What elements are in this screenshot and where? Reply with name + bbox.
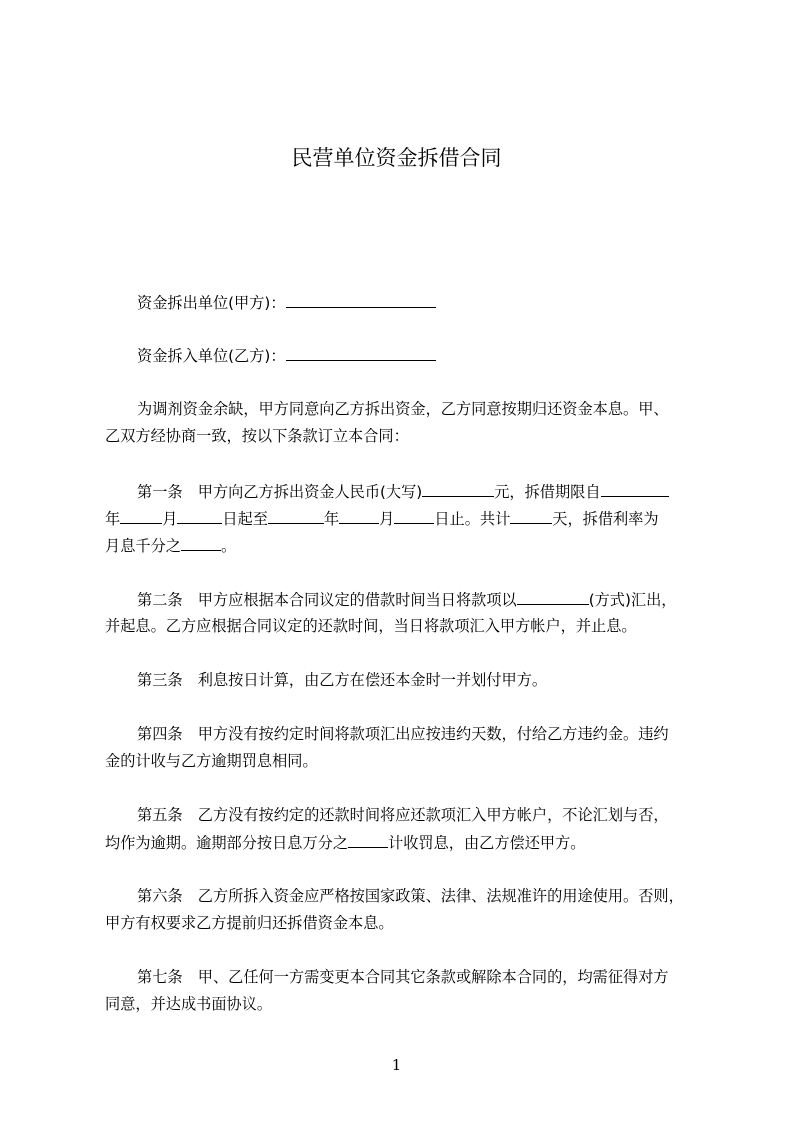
end-day-blank[interactable]	[394, 508, 434, 524]
party-b-blank[interactable]	[286, 345, 436, 361]
party-b-label: 资金拆入单位(乙方)：	[137, 347, 286, 365]
article-1-text: 年	[105, 510, 121, 528]
page-number: 1	[391, 1056, 402, 1074]
article-1-text: 月	[379, 510, 395, 528]
article-1-text: 。	[220, 537, 237, 555]
total-days-blank[interactable]	[510, 508, 552, 524]
article-3-line-1: 第三条 利息按日计算，由乙方在偿还本金时一并划付甲方。	[137, 671, 548, 689]
article-4-line-1: 第四条 甲方没有按约定时间将款项汇出应按违约天数，付给乙方违约金。违约	[137, 725, 669, 743]
article-1-line-1	[137, 481, 669, 502]
party-a-label: 资金拆出单位(甲方)：	[137, 294, 286, 312]
party-a-line	[137, 292, 436, 313]
article-1-text: 日起至	[222, 510, 268, 528]
start-day-blank[interactable]	[177, 508, 222, 524]
article-5-line-2	[105, 832, 585, 853]
article-2-text: 第二条 甲方应根据本合同议定的借款时间当日将款项以	[137, 591, 517, 609]
article-1-text: 第一条 甲方向乙方拆出资金人民币(大写)	[137, 483, 423, 501]
article-6-line-1: 第六条 乙方所拆入资金应严格按国家政策、法律、法规准许的用途使用。否则，	[137, 887, 684, 905]
article-5-line-1: 第五条 乙方没有按约定的还款时间将应还款项汇入甲方帐户，不论汇划与否，	[137, 806, 669, 824]
start-month-blank[interactable]	[120, 508, 162, 524]
preamble-line-2: 乙双方经协商一致，按以下条款订立本合同：	[105, 427, 409, 445]
article-1-line-2	[105, 508, 659, 529]
article-6-line-2: 甲方有权要求乙方提前归还拆借资金本息。	[105, 914, 394, 932]
party-b-line	[137, 345, 436, 366]
interest-rate-blank[interactable]	[181, 535, 221, 551]
period-start-blank[interactable]	[601, 481, 669, 497]
article-1-text: 年	[323, 510, 340, 528]
preamble-line-1: 为调剂资金余缺，甲方同意向乙方拆出资金，乙方同意按期归还资金本息。甲、	[137, 400, 669, 418]
article-1-text: 月息千分之	[105, 537, 181, 555]
penalty-rate-blank[interactable]	[348, 832, 388, 848]
article-1-text: 日止。共计	[434, 510, 511, 528]
amount-blank[interactable]	[422, 481, 494, 497]
article-4-line-2: 金的计收与乙方逾期罚息相同。	[105, 752, 318, 770]
article-7-line-1: 第七条 甲、乙任何一方需变更本合同其它条款或解除本合同的，均需征得对方	[137, 968, 669, 986]
article-2-text: (方式)汇出，	[588, 591, 677, 609]
article-1-text: 天，拆借利率为	[552, 510, 659, 528]
party-a-blank[interactable]	[286, 292, 436, 308]
transfer-method-blank[interactable]	[517, 589, 589, 605]
document-title: 民营单位资金拆借合同	[291, 146, 502, 170]
article-1-text: 月	[162, 510, 178, 528]
end-year-blank[interactable]	[268, 508, 324, 524]
article-5-text: 计收罚息，由乙方偿还甲方。	[388, 834, 586, 852]
article-2-line-2: 并起息。乙方应根据合同议定的还款时间，当日将款项汇入甲方帐户，并止息。	[105, 617, 637, 635]
article-1-line-3	[105, 535, 236, 556]
article-2-line-1	[137, 589, 676, 610]
article-7-line-2: 同意，并达成书面协议。	[105, 995, 273, 1013]
article-1-text: 元，拆借期限自	[494, 483, 601, 501]
article-5-text: 均作为逾期。逾期部分按日息万分之	[105, 834, 348, 852]
end-month-blank[interactable]	[339, 508, 379, 524]
